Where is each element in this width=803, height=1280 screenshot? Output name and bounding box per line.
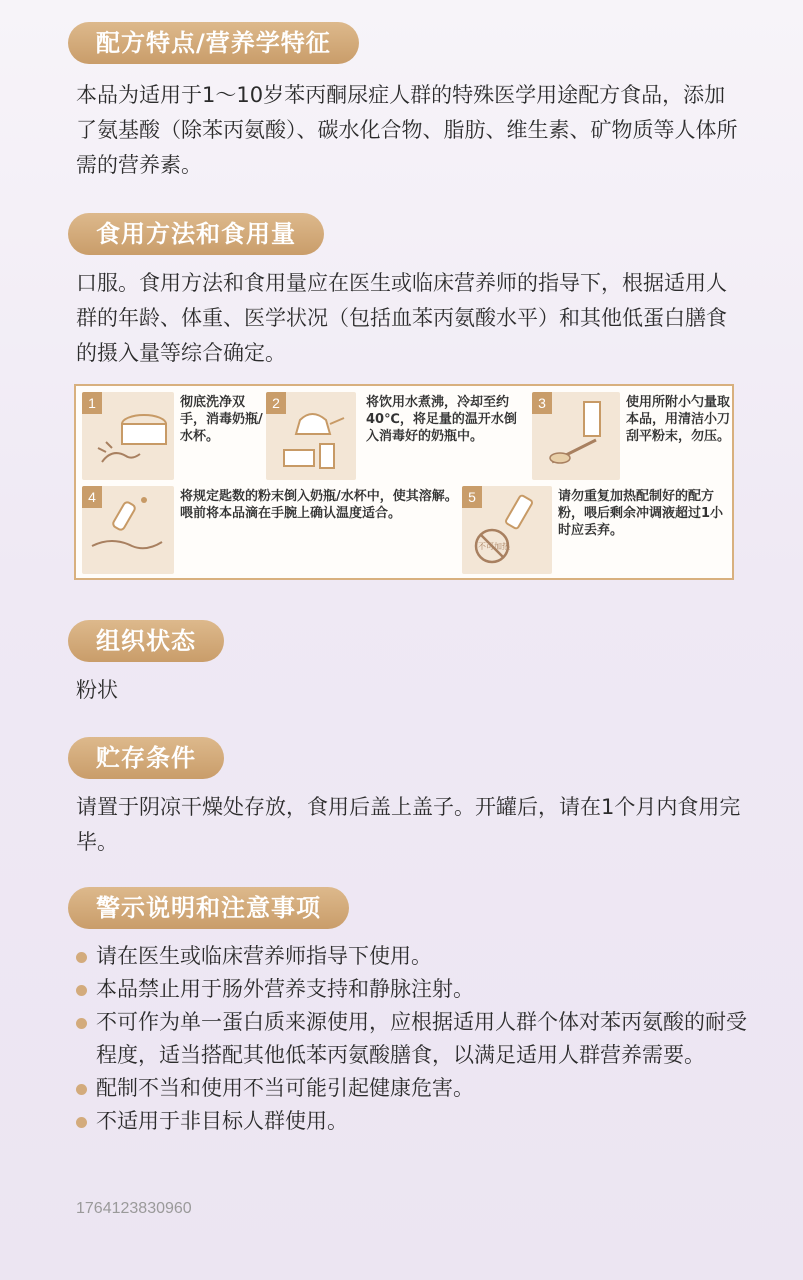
step-4-number: 4: [82, 486, 102, 508]
list-item: 配制不当和使用不当可能引起健康危害。: [76, 1072, 766, 1105]
bullet-dot-icon: [76, 1117, 87, 1128]
step-5-text: 请勿重复加热配制好的配方粉，喂后剩余冲调液超过1小时应丢弃。: [558, 489, 724, 538]
usage-text: 口服。食用方法和食用量应在医生或临床营养师的指导下，根据适用人群的年龄、体重、医学状况（包括血苯丙氨酸水平）和其他低蛋白膳食的摄入量等综合确定。: [76, 271, 727, 365]
footer-code: 1764123830960: [76, 1200, 192, 1217]
step-2-text: 将饮用水煮沸，冷却至约40℃，将足量的温开水倒入消毒好的奶瓶中。: [366, 395, 517, 444]
usage-heading: 食用方法和食用量: [68, 213, 324, 255]
step-5-number: 5: [462, 486, 482, 508]
step-5-illustration: [462, 486, 552, 574]
bullet-dot-icon: [76, 985, 87, 996]
state-heading: 组织状态: [68, 620, 224, 662]
step-4-illustration: [82, 486, 174, 574]
list-item: 不适用于非目标人群使用。: [76, 1105, 766, 1138]
step-3-illustration: [532, 392, 620, 480]
storage-heading: 贮存条件: [68, 737, 224, 779]
step-3-text: 使用所附小勺量取本品，用清洁小刀刮平粉末，勿压。: [626, 395, 731, 444]
warnings-list: [76, 940, 766, 1138]
step-2-illustration: [266, 392, 356, 480]
bullet-dot-icon: [76, 1018, 87, 1029]
no-reheat-stamp: 不可加热: [478, 542, 510, 551]
storage-text: 请置于阴凉干燥处存放，食用后盖上盖子。开罐后，请在1个月内食用完毕。: [76, 795, 741, 854]
step-1-text: 彻底洗净双手，消毒奶瓶/水杯。: [180, 395, 263, 444]
list-item: 请在医生或临床营养师指导下使用。: [76, 940, 766, 973]
step-1-number: 1: [82, 392, 102, 414]
formula-text: 本品为适用于1～10岁苯丙酮尿症人群的特殊医学用途配方食品，添加了氨基酸（除苯丙氨酸）、碳水化合物、脂肪、维生素、矿物质等人体所需的营养素。: [76, 83, 738, 177]
list-item: 不可作为单一蛋白质来源使用，应根据适用人群个体对苯丙氨酸的耐受程度，适当搭配其他低苯丙氨酸膳食，以满足适用人群营养需要。: [76, 1006, 766, 1072]
step-1-illustration: [82, 392, 174, 480]
list-item: 本品禁止用于肠外营养支持和静脉注射。: [76, 973, 766, 1006]
step-3-number: 3: [532, 392, 552, 414]
step-4-text: 将规定匙数的粉末倒入奶瓶/水杯中，使其溶解。喂前将本品滴在手腕上确认温度适合。: [180, 489, 458, 521]
warnings-heading: 警示说明和注意事项: [68, 887, 349, 929]
state-text: 粉状: [76, 678, 118, 702]
bullet-dot-icon: [76, 1084, 87, 1095]
step-2-number: 2: [266, 392, 286, 414]
bullet-dot-icon: [76, 952, 87, 963]
formula-heading: 配方特点/营养学特征: [68, 22, 359, 64]
preparation-steps-panel: [74, 384, 734, 580]
